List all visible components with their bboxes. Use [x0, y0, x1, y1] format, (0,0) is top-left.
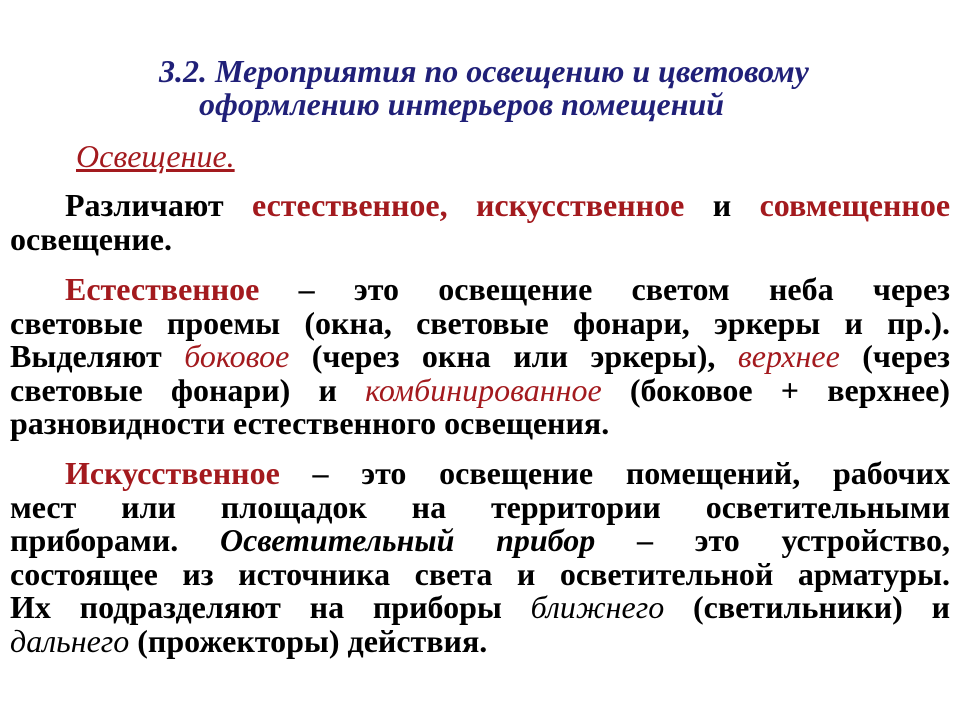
text-run: и — [684, 187, 760, 223]
text-run: – это освещение светом неба через — [259, 271, 950, 307]
highlighted-term: совмещенное — [759, 187, 951, 223]
text-run: (через окна или эркеры), — [289, 338, 738, 375]
text-run: световые проемы (окна, световые фонари, эркеры и пр.). — [10, 304, 950, 341]
text-line — [10, 555, 950, 592]
text-run: состоящее из источника света и осветительной арматуры. — [10, 555, 950, 592]
paragraph-artificial-lighting — [10, 457, 950, 659]
text-line — [10, 622, 950, 659]
text-run: Их подразделяют на приборы — [10, 589, 531, 626]
text-run: (прожекторы) действия. — [129, 622, 488, 659]
highlighted-term: естественное, искусственное — [252, 187, 685, 223]
text-line — [10, 524, 950, 558]
italic-term: ближнего — [530, 589, 665, 626]
text-line — [10, 340, 950, 374]
text-line — [10, 457, 950, 491]
text-line — [10, 591, 950, 625]
text-line — [10, 220, 950, 257]
paragraph-lighting-types — [10, 189, 950, 256]
text-run: разновидности естественного освещения. — [10, 405, 610, 442]
italic-highlighted-term: верхнее — [737, 338, 840, 375]
text-run: освещение. — [10, 220, 172, 257]
italic-highlighted-term: боковое — [184, 338, 290, 375]
emphasized-term: Осветительный прибор — [220, 522, 596, 559]
highlighted-term: Естественное — [65, 271, 260, 307]
text-run: Выделяют — [10, 338, 185, 375]
text-line — [10, 304, 950, 341]
text-run: Различают — [65, 187, 252, 223]
text-line — [10, 371, 950, 408]
text-run: (боковое + верхнее) — [601, 371, 950, 408]
text-run: мест или площадок на территории осветительными — [10, 488, 950, 525]
slide-title — [0, 55, 960, 121]
italic-term: дальнего — [10, 622, 130, 659]
text-line — [10, 488, 950, 525]
text-line — [10, 189, 950, 223]
highlighted-term: Искусственное — [65, 455, 280, 491]
text-run: световые фонари) и — [10, 371, 366, 408]
paragraph-natural-lighting — [10, 273, 950, 441]
text-run: – это освещение помещений, рабочих — [279, 455, 950, 491]
italic-highlighted-term: комбинированное — [365, 371, 602, 408]
text-line — [10, 273, 950, 307]
text-run: (светильники) и — [664, 589, 951, 626]
text-line — [10, 407, 950, 441]
text-run: приборами. — [10, 522, 220, 559]
section-heading: Освещение. — [76, 138, 235, 174]
text-run: (через — [839, 338, 951, 375]
slide-title-line: оформлению интерьеров помещений — [199, 86, 725, 122]
slide-title-line: 3.2. Мероприятия по освещению и цветовому — [159, 53, 809, 89]
text-run: – это устройство, — [595, 522, 951, 559]
